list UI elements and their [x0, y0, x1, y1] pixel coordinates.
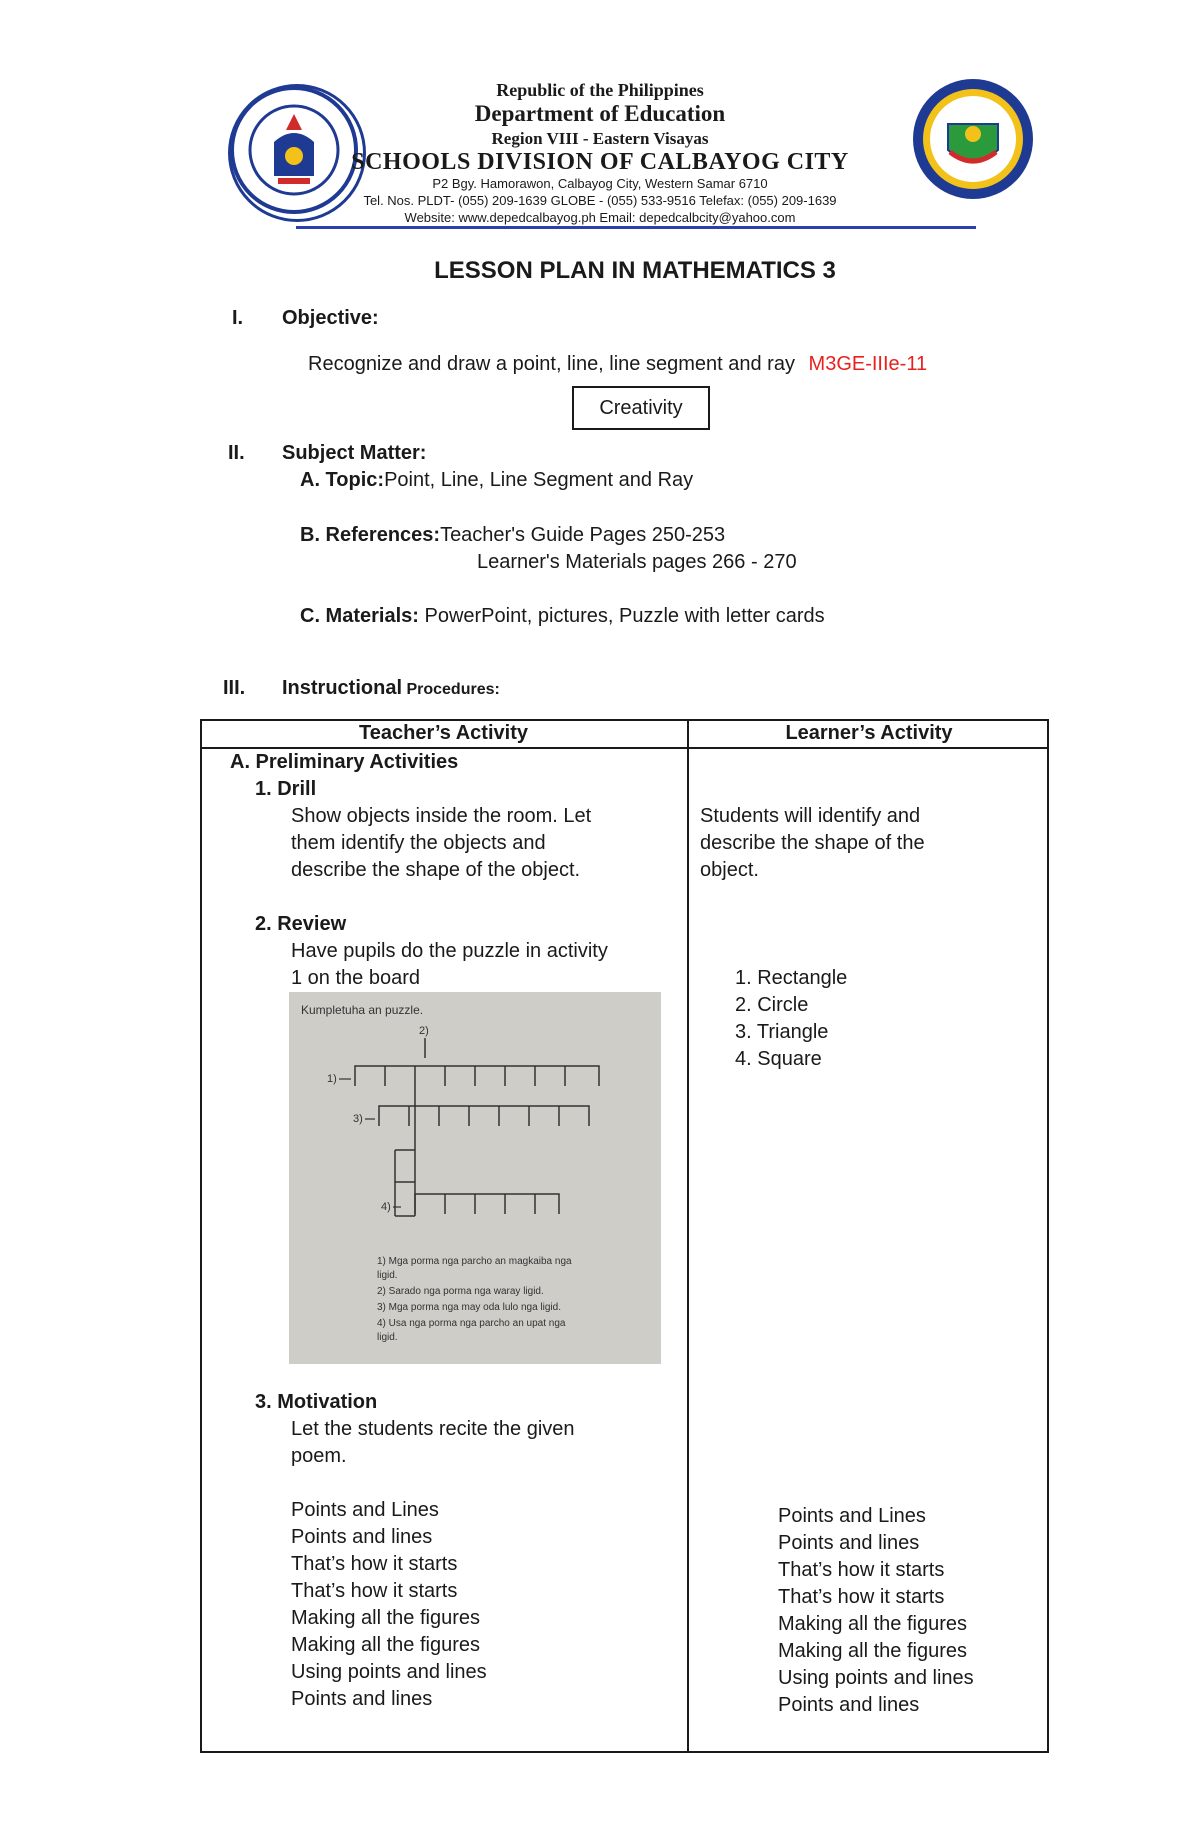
- drill-label: 1. Drill: [255, 778, 317, 800]
- header-divider: [296, 226, 976, 229]
- drill-text-line: Show objects inside the room. Let: [291, 805, 592, 827]
- poem-line: Points and lines: [291, 1688, 433, 1710]
- section3-title-line: [282, 677, 500, 700]
- topic-text: Point, Line, Line Segment and Ray: [384, 469, 694, 491]
- page-title: LESSON PLAN IN MATHEMATICS 3: [434, 257, 836, 284]
- review-label: 2. Review: [255, 913, 347, 935]
- poem-line: Making all the figures: [291, 1607, 480, 1629]
- puzzle-clue: 2) Sarado nga porma nga waray ligid.: [377, 1286, 544, 1297]
- puzzle-number-4: 4): [381, 1201, 391, 1213]
- drill-text-line: describe the shape of the object.: [291, 859, 581, 881]
- poem-line: That’s how it starts: [291, 1553, 458, 1575]
- header-department: Department of Education: [474, 101, 726, 126]
- materials-label: C. Materials:: [300, 605, 419, 627]
- section3-title-small: Procedures:: [402, 681, 500, 698]
- table-column-divider: [687, 719, 689, 1753]
- list-item: 1. Rectangle: [735, 967, 848, 989]
- motivation-label: 3. Motivation: [255, 1391, 378, 1413]
- poem-line: Using points and lines: [778, 1667, 974, 1689]
- puzzle-number-3: 3): [353, 1113, 363, 1125]
- learner-activity-header: Learner’s Activity: [785, 722, 953, 744]
- objective-code: M3GE-IIIe-11: [808, 353, 928, 375]
- references-text-2: Learner's Materials pages 266 - 270: [477, 551, 797, 573]
- teacher-poem: [291, 1497, 487, 1713]
- poem-line: Points and Lines: [778, 1505, 926, 1527]
- section1-title: Objective:: [282, 307, 379, 329]
- topic-line: [300, 469, 693, 492]
- poem-line: That’s how it starts: [778, 1586, 945, 1608]
- list-item: 3. Triangle: [735, 1021, 829, 1043]
- poem-line: That’s how it starts: [778, 1559, 945, 1581]
- puzzle-number-1: 1): [327, 1073, 337, 1085]
- header-region: Region VIII - Eastern Visayas: [491, 129, 709, 148]
- learner-drill-line: object.: [700, 859, 759, 881]
- objective-line: [308, 353, 927, 376]
- poem-line: Points and lines: [291, 1526, 433, 1548]
- puzzle-heading: Kumpletuha an puzzle.: [301, 1003, 424, 1017]
- header-country: Republic of the Philippines: [496, 80, 704, 100]
- preliminary-activities: A. Preliminary Activities: [230, 751, 459, 773]
- list-item: 2. Circle: [735, 994, 809, 1016]
- references-line: [300, 524, 725, 547]
- objective-text: Recognize and draw a point, line, line segment and ray: [308, 353, 795, 375]
- motivation-text-line: Let the students recite the given: [291, 1418, 575, 1440]
- puzzle-clue: 1) Mga porma nga parcho an magkaiba nga: [377, 1256, 572, 1267]
- poem-line: Using points and lines: [291, 1661, 487, 1683]
- section2-num: II.: [228, 442, 245, 464]
- learner-drill-line: describe the shape of the: [700, 832, 925, 854]
- header-division: SCHOOLS DIVISION OF CALBAYOG CITY: [351, 149, 849, 175]
- drill-text: [291, 803, 591, 884]
- puzzle-clue: 4) Usa nga porma nga parcho an upat nga: [377, 1318, 566, 1329]
- poem-line: That’s how it starts: [291, 1580, 458, 1602]
- learner-drill: [700, 803, 925, 884]
- header-phones: Tel. Nos. PLDT- (055) 209-1639 GLOBE - (055) 533-9516 Telefax: (055) 209-1639: [363, 193, 837, 208]
- learner-poem: [778, 1503, 974, 1719]
- materials-line: [300, 605, 825, 628]
- poem-line: Points and lines: [778, 1694, 920, 1716]
- poem-line: Points and Lines: [291, 1499, 439, 1521]
- topic-label: A. Topic:: [300, 469, 385, 491]
- review-text: [291, 938, 608, 992]
- section1-num: I.: [232, 307, 244, 329]
- motivation-text-line: poem.: [291, 1445, 347, 1467]
- header-address: P2 Bgy. Hamorawon, Calbayog City, Western Samar 6710: [432, 176, 768, 191]
- learner-drill-line: Students will identify and: [700, 805, 921, 827]
- materials-text: PowerPoint, pictures, Puzzle with letter cards: [418, 605, 825, 627]
- header-web: Website: www.depedcalbayog.ph Email: depedcalbcity@yahoo.com: [404, 210, 796, 225]
- puzzle-image: [289, 992, 661, 1364]
- poem-line: Making all the figures: [778, 1613, 967, 1635]
- drill-text-line: them identify the objects and: [291, 832, 546, 854]
- references-label: B. References:: [300, 524, 441, 546]
- list-item: 4. Square: [735, 1048, 822, 1070]
- puzzle-clue: ligid.: [377, 1332, 398, 1343]
- puzzle-number-2: 2): [419, 1025, 429, 1037]
- poem-line: Making all the figures: [778, 1640, 967, 1662]
- value-box: Creativity: [572, 386, 710, 430]
- shapes-list: [735, 965, 847, 1073]
- review-text-line: 1 on the board: [291, 967, 420, 989]
- poem-line: Points and lines: [778, 1532, 920, 1554]
- motivation-text: [291, 1416, 575, 1470]
- section2-title: Subject Matter:: [282, 442, 427, 464]
- section3-title: Instructional: [282, 677, 403, 699]
- teacher-activity-header: Teacher’s Activity: [359, 722, 528, 744]
- section3-num: III.: [223, 677, 246, 699]
- references-text-1: Teacher's Guide Pages 250-253: [440, 524, 726, 546]
- poem-line: Making all the figures: [291, 1634, 480, 1656]
- review-text-line: Have pupils do the puzzle in activity: [291, 940, 608, 962]
- puzzle-clue: ligid.: [377, 1270, 398, 1281]
- puzzle-clue: 3) Mga porma nga may oda lulo nga ligid.: [377, 1302, 561, 1313]
